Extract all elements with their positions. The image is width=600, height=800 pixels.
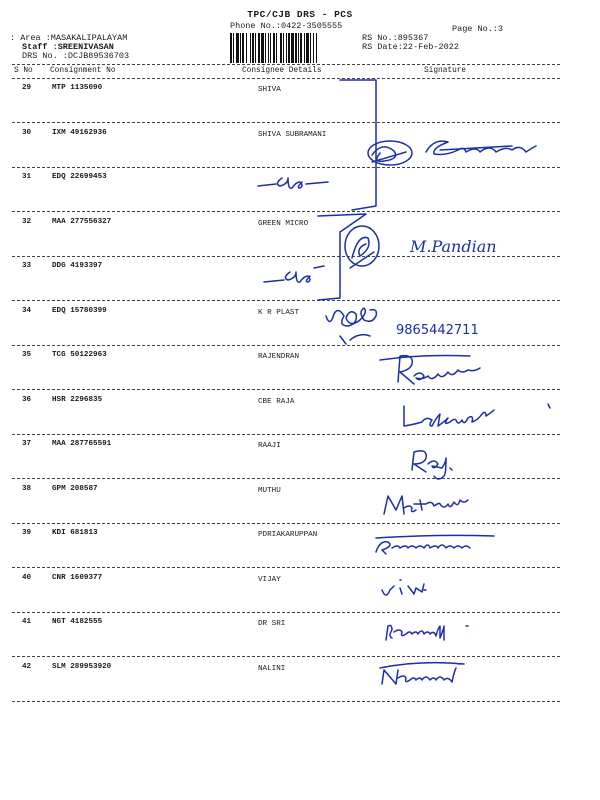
row-consignee-name: SHIVA — [258, 86, 281, 94]
barcode-bar — [313, 33, 314, 63]
row-sno: 29 — [22, 84, 32, 92]
row-sno: 33 — [22, 262, 32, 270]
row-divider — [12, 256, 560, 257]
row-consignee-name: VIJAY — [258, 576, 281, 584]
row-consignee-name: SHIVA SUBRAMANI — [258, 131, 327, 139]
row-consignment-number: EDQ 22699453 — [52, 173, 107, 181]
row-divider — [12, 523, 560, 524]
row-consignment-number: EDQ 15780399 — [52, 307, 107, 315]
signature-row30-circle — [368, 141, 412, 165]
barcode-bar — [280, 33, 282, 63]
row-consignment-number: MTP 1135090 — [52, 84, 103, 92]
sheet-title: TPC/CJB DRS - PCS — [247, 9, 353, 20]
barcode-bar — [286, 33, 287, 63]
column-header-consignee: Consignee Details — [242, 67, 322, 75]
signature-row40 — [382, 580, 426, 595]
barcode-bar — [268, 33, 269, 63]
row-consignee-name: RAAJI — [258, 442, 281, 450]
row-divider — [12, 389, 560, 390]
barcode-bar — [246, 33, 247, 63]
row-sno: 40 — [22, 574, 32, 582]
signature-row39 — [376, 535, 494, 554]
signature-row32-circle — [345, 226, 379, 266]
signature-row32-scribble — [350, 237, 374, 268]
barcode-bar — [283, 33, 284, 63]
signature-row33-ditto — [264, 266, 324, 282]
barcode-bar — [295, 33, 297, 63]
row-sno: 34 — [22, 307, 32, 315]
row-divider — [12, 701, 560, 702]
row-consignment-number: MAA 287765591 — [52, 440, 112, 448]
barcode-bar — [242, 33, 244, 63]
row-divider — [12, 211, 560, 212]
barcode-bar — [252, 33, 254, 63]
barcode-bar — [304, 33, 305, 63]
row-sno: 41 — [22, 618, 32, 626]
row-consignee-name: K R PLAST — [258, 309, 300, 317]
phone-number: Phone No.:0422-3505555 — [230, 21, 343, 31]
signature-row34-phone: 9865442711 — [396, 323, 479, 338]
barcode-bar — [310, 33, 311, 63]
row-sno: 38 — [22, 485, 32, 493]
barcode-bar — [240, 33, 241, 63]
barcode-bar — [255, 33, 256, 63]
barcode-bar — [233, 33, 234, 63]
barcode-bar — [306, 33, 309, 63]
barcode-bar — [258, 33, 260, 63]
row-consignee-name: DR SRI — [258, 620, 286, 628]
barcode-bar — [270, 33, 271, 63]
barcode-bar — [300, 33, 302, 63]
barcode-bar — [236, 33, 239, 63]
signature-row37 — [412, 451, 452, 479]
row-divider — [12, 167, 560, 168]
row-consignee-name: CBE RAJA — [258, 398, 295, 406]
barcode-graphic — [228, 33, 352, 63]
signature-row30-cursive — [426, 141, 536, 154]
signature-row31-ditto — [258, 178, 328, 188]
signature-row41 — [386, 626, 468, 641]
row-sno: 37 — [22, 440, 32, 448]
row-consignment-number: HSR 2296835 — [52, 396, 103, 404]
row-sno: 42 — [22, 663, 32, 671]
row-divider — [12, 434, 560, 435]
barcode-bar — [298, 33, 299, 63]
row-consignment-number: NGT 4182555 — [52, 618, 103, 626]
row-consignee-name: NALINI — [258, 665, 286, 673]
barcode-bar — [250, 33, 251, 63]
column-header-sno: S No — [14, 67, 33, 75]
row-consignment-number: SLM 289953920 — [52, 663, 112, 671]
bracket-line-1 — [340, 80, 376, 210]
row-divider — [12, 567, 560, 568]
signature-row42 — [380, 663, 464, 684]
signature-row38 — [384, 496, 468, 514]
barcode-bar — [230, 33, 232, 63]
header-divider-top — [12, 64, 560, 65]
row-divider — [12, 300, 560, 301]
row-sno: 36 — [22, 396, 32, 404]
column-header-signature: Signature — [424, 67, 467, 75]
column-header-consignment: Consignment No — [50, 67, 116, 75]
row-divider — [12, 478, 560, 479]
row-consignee-name: MUTHU — [258, 487, 281, 495]
rs-date: RS Date:22-Feb-2022 — [362, 42, 459, 52]
barcode-bar — [316, 33, 317, 63]
row-consignment-number: DDG 4193397 — [52, 262, 103, 270]
signature-row32-name: M.Pandian — [410, 237, 497, 256]
barcode-bar — [291, 33, 294, 63]
row-consignment-number: MAA 277556327 — [52, 218, 112, 226]
row-sno: 31 — [22, 173, 32, 181]
signature-row35 — [380, 356, 480, 385]
rs-number: RS No.:895367 — [362, 33, 429, 43]
row-consignee-name: PDRIAKARUPPAN — [258, 531, 318, 539]
row-consignee-name: GREEN MICRO — [258, 220, 309, 228]
staff-label: Staff :SREENIVASAN — [22, 42, 114, 52]
barcode-bar — [276, 33, 277, 63]
row-sno: 30 — [22, 129, 32, 137]
signature-row34-scribble — [326, 308, 376, 344]
bracket-line-2 — [318, 214, 366, 300]
row-consignment-number: TCG 50122963 — [52, 351, 107, 359]
barcode-bar — [288, 33, 290, 63]
row-divider — [12, 656, 560, 657]
row-consignment-number: CNR 1609377 — [52, 574, 103, 582]
row-divider — [12, 612, 560, 613]
row-consignee-name: RAJENDRAN — [258, 353, 300, 361]
row-sno: 39 — [22, 529, 32, 537]
row-consignment-number: IXM 49162936 — [52, 129, 107, 137]
page-number: Page No.:3 — [452, 24, 504, 34]
row-consignment-number: GPM 208587 — [52, 485, 98, 493]
row-sno: 35 — [22, 351, 32, 359]
row-consignment-number: KDI 681813 — [52, 529, 98, 537]
row-sno: 32 — [22, 218, 32, 226]
barcode-bar — [265, 33, 266, 63]
row-divider — [12, 345, 560, 346]
drs-number: DRS No. :DCJB89536703 — [22, 51, 130, 61]
header-divider-bottom — [12, 78, 560, 79]
row-divider — [12, 122, 560, 123]
signature-row30-scribble — [372, 147, 406, 162]
area-label: : Area :MASAKALIPALAYAM — [10, 33, 128, 43]
barcode-bar — [273, 33, 275, 63]
signature-row36 — [404, 404, 550, 426]
barcode-bar — [261, 33, 264, 63]
